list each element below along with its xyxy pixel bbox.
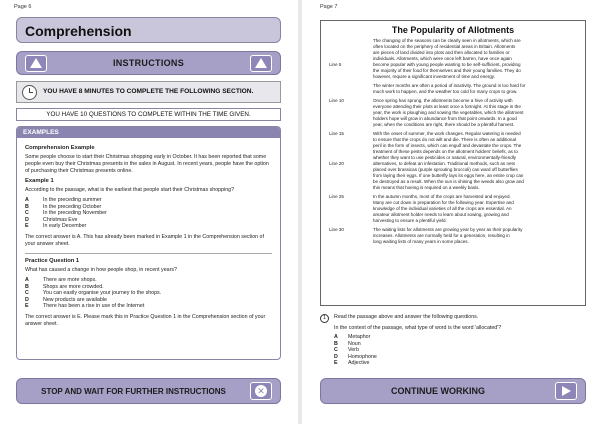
- passage-line: [329, 89, 577, 95]
- line-text: whether they want to use pesticides or natural, environmentally-friendly: [373, 155, 517, 161]
- option-item: D Christmas Eve: [25, 216, 78, 223]
- line-text: everyone attending their plots at least once a fortnight. At this stage in the: [373, 104, 521, 110]
- option-item: B In the preceding October: [25, 203, 102, 210]
- line-text: increases. Allotments are normally held for a generation, resulting in: [373, 233, 510, 239]
- comp-example-heading: Comprehension Example: [25, 145, 95, 151]
- examples-box: [16, 126, 281, 360]
- option-item: A Metaphor: [334, 334, 371, 340]
- option-item: B Shops are more crowded.: [25, 283, 104, 290]
- option-item: A There are more shops.: [25, 276, 97, 283]
- passage-line: [329, 122, 577, 128]
- line-text: this means that hoeing is required on a weekly basis.: [373, 185, 480, 191]
- line-number: [329, 185, 373, 191]
- questions-notice: YOU HAVE 10 QUESTIONS TO COMPLETE WITHIN THE TIME GIVEN.: [16, 108, 281, 121]
- line-text: year, the work is ploughing and sowing the vegetables, which the allotment: [373, 110, 524, 116]
- passage-title: The Popularity of Allotments: [391, 25, 515, 35]
- line-number: [329, 74, 373, 80]
- line-text: placed over brassicas (purple sprouting broccoli) can ward off butterflies: [373, 167, 518, 173]
- option-item: B Noun: [334, 340, 361, 347]
- option-item: E There has been a rise in use of the Internet: [25, 303, 145, 310]
- line-text: The winter months are often a period of inactivity. The ground is too hard for: [373, 83, 526, 89]
- question-instruction: [320, 314, 586, 323]
- line-number: Line 25: [329, 194, 344, 200]
- line-text: With the onset of summer, the work changes. Regular watering is needed: [373, 131, 521, 137]
- question-area: [320, 314, 586, 367]
- line-text: individuals. Allotments, which were once left barren, have once again: [373, 56, 512, 62]
- practice-options: [25, 277, 272, 310]
- line-text: are pieces of land divided into plots and then allocated to families or: [373, 50, 510, 56]
- passage-paragraph: [329, 227, 577, 245]
- line-text: In the autumn months, most of the crops are harvested and enjoyed.: [373, 194, 511, 200]
- line-number: Line 5: [329, 62, 342, 68]
- stop-banner: [16, 378, 281, 404]
- line-text: Once spring has sprung, the allotments become a hive of activity with: [373, 98, 513, 104]
- line-number: Line 10: [329, 98, 344, 104]
- passage-line: [329, 185, 577, 191]
- passage-line: [329, 74, 577, 80]
- option-item: A In the preceding summer: [25, 197, 102, 203]
- line-text: treatment of these pests depends on the allotment holders' beliefs, as to: [373, 149, 518, 155]
- line-text: become popular with young people wanting to be self-sufficient, providing: [373, 62, 521, 68]
- line-number: [329, 218, 373, 224]
- line-text: much work to happen, and the weather too cold for many crops to grow.: [373, 89, 518, 95]
- close-circle-icon: ✕: [250, 382, 272, 400]
- line-text: peril in the form of insects, which can engulf and devastate the crops. The: [373, 143, 522, 149]
- book-spine: [298, 0, 302, 424]
- question-options: [334, 334, 586, 367]
- warning-triangle-icon: [25, 55, 47, 72]
- option-item: C You can easily organise your journey to the shops.: [25, 290, 162, 297]
- line-text: long waiting lists of many years in some places.: [373, 239, 469, 245]
- option-item: D New products are available: [25, 296, 107, 303]
- line-text: from laying their eggs. If one butterfly lays its eggs here, an entire crop can: [373, 173, 524, 179]
- right-page: [304, 0, 600, 424]
- line-number: [329, 239, 373, 245]
- line-text: knowledge of the individual varieties of all the crops are essential. An: [373, 206, 512, 212]
- example1-options: [25, 197, 272, 230]
- line-text: amateur allotment holder needs to learn about sowing, growing and: [373, 212, 509, 218]
- line-number: Line 20: [329, 161, 344, 167]
- comp-example-text: Some people choose to start their Christmas shopping early in October. It has been reported that some people even buy their Christmas presents in the sales in August. In recent years, people have the option of purchasing their Christmas presents online.: [25, 154, 269, 174]
- passage-box: [320, 20, 586, 306]
- left-page: [0, 0, 296, 424]
- question-number: 1: [320, 314, 329, 323]
- arrow-right-icon: [555, 382, 577, 400]
- line-text: the majority of their food for themselves and their young families. They do: [373, 68, 521, 74]
- line-text: be destroyed as a result. When the sun is shining the weeds also grow and: [373, 179, 524, 185]
- line-text: harvesting to ensure a plentiful yield.: [373, 218, 447, 224]
- instructions-label: INSTRUCTIONS: [112, 58, 185, 68]
- example1-question: According to the passage, what is the earliest that people start their Christmas shopping?: [25, 187, 235, 193]
- page-number: Page 6: [14, 4, 32, 10]
- clock-icon: [22, 85, 37, 100]
- examples-header: EXAMPLES: [17, 127, 280, 138]
- example1-heading: Example 1: [25, 178, 54, 184]
- instructions-banner: [16, 51, 281, 75]
- continue-label: CONTINUE WORKING: [391, 386, 485, 396]
- option-item: C Verb: [334, 347, 359, 353]
- line-text: often located on the periphery of residential areas in Britain. Allotments: [373, 44, 516, 50]
- practice-heading: Practice Question 1: [25, 257, 80, 264]
- option-item: E Adjective: [334, 360, 370, 366]
- option-item: E In early December: [25, 223, 87, 230]
- question-prompt: In the context of the passage, what type of word is the word 'allocated'?: [334, 325, 502, 331]
- warning-triangle-icon: [250, 55, 272, 72]
- instruction-text: Read the passage above and answer the following questions.: [334, 314, 479, 320]
- option-item: C In the preceding November: [25, 210, 107, 217]
- line-text: alternatives, to defeat an infestation. Traditional methods, such as nets: [373, 161, 516, 167]
- passage-line: [329, 218, 577, 224]
- passage-paragraph: [329, 194, 577, 224]
- option-item: D Homophone: [334, 353, 377, 360]
- section-title: Comprehension: [16, 17, 281, 43]
- passage-paragraph: [329, 38, 577, 80]
- continue-banner: [320, 378, 586, 404]
- line-text: year, when the conditions are right, there should be a plentiful harvest.: [373, 122, 515, 128]
- time-notice-text: YOU HAVE 8 MINUTES TO COMPLETE THE FOLLOWING SECTION.: [43, 88, 254, 96]
- line-number: Line 15: [329, 131, 344, 137]
- stop-label: STOP AND WAIT FOR FURTHER INSTRUCTIONS: [41, 386, 226, 396]
- practice-question: What has caused a change in how people shop, in recent years?: [25, 266, 177, 273]
- line-text: Many are cut down in preparation for the following year. Expertise and: [373, 200, 514, 206]
- line-text: to ensure that the crops do not wilt and die. There is often an additional: [373, 137, 516, 143]
- line-text: however, require a significant investment of time and energy.: [373, 74, 495, 80]
- passage-paragraph: [329, 98, 577, 128]
- page-number: Page 7: [320, 4, 338, 10]
- divider: [25, 253, 272, 254]
- time-notice: [16, 81, 281, 103]
- example1-answer: The correct answer is A. This has already been marked in Example 1 in the Comprehension section of your answer sheet.: [25, 233, 264, 247]
- passage-line: [329, 239, 577, 245]
- passage-paragraph: [329, 131, 577, 191]
- passage-body: [329, 38, 577, 246]
- line-number: [329, 89, 373, 95]
- line-text: The waiting lists for allotments are growing year by year as their popularity: [373, 227, 523, 233]
- passage-paragraph: [329, 83, 577, 95]
- line-number: Line 30: [329, 227, 344, 233]
- line-text: holders hope will grow in abundance from that point onwards. In a good: [373, 116, 517, 122]
- line-number: [329, 122, 373, 128]
- practice-answer: The correct answer is E. Please mark this in Practice Question 1 in the Comprehension section of your answer sheet.: [25, 313, 266, 327]
- line-text: The changing of the seasons can be clearly seen in allotments, which are: [373, 38, 521, 43]
